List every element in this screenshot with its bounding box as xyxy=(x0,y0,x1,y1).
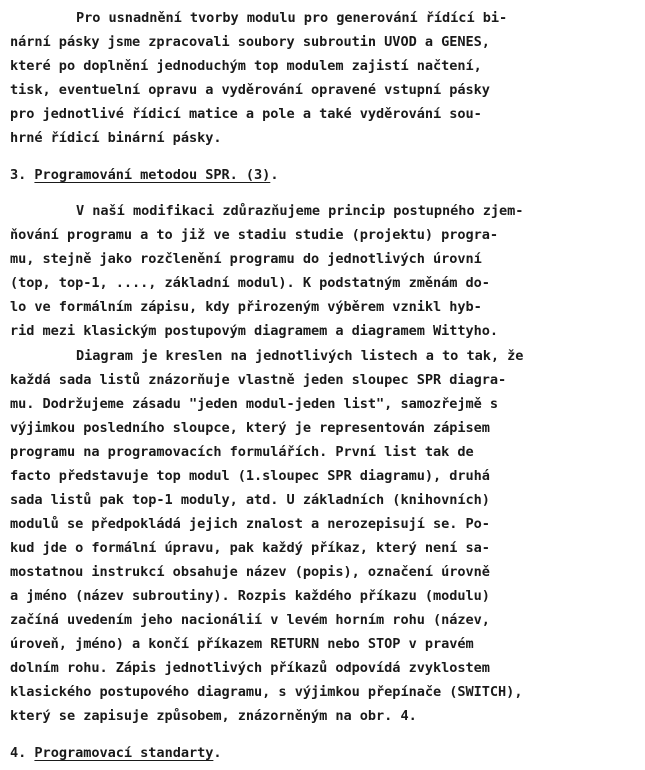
paragraph3-line-15: klasického postupového diagramu, s výjimkou přepínače (SWITCH), xyxy=(10,684,523,700)
paragraph3-line-9: kud jde o formální úpravu, pak každý příkaz, který není sa- xyxy=(10,540,490,556)
paragraph2-line-5: lo ve formálním zápisu, kdy přirozeným výběrem vznikl hyb- xyxy=(10,299,482,315)
paragraph2-line-2: ňování programu a to již ve stadiu studie (projektu) progra- xyxy=(10,227,499,243)
section4-heading xyxy=(10,742,222,764)
section4-number: 4. xyxy=(10,745,27,761)
paragraph3-line-6: facto představuje top modul (1.sloupec SPR diagramu), druhá xyxy=(10,468,490,484)
paragraph3-line-8: modulů se předpokládá jejich znalost a nerozepisují se. Po- xyxy=(10,516,490,532)
paragraph3-line-16: který se zapisuje způsobem, znázorněným na obr. 4. xyxy=(10,708,417,724)
paragraph1-line-6: hrné řídicí binární pásky. xyxy=(10,130,222,146)
paragraph2-line-4: (top, top-1, ...., základní modul). K podstatným změnám do- xyxy=(10,275,490,291)
section3-title: Programování metodou SPR. (3) xyxy=(34,167,271,183)
paragraph3-line-2: každá sada listů znázorňuje vlastně jeden sloupec SPR diagra- xyxy=(10,372,507,388)
paragraph3-line-3: mu. Dodržujeme zásadu "jeden modul-jeden list", samozřejmě s xyxy=(10,396,499,412)
paragraph1-line-3: které po doplnění jednoduchým top modulem zajistí načtení, xyxy=(10,58,482,74)
paragraph3-line-12: začíná uvedením jeho nacionálií v levém horním rohu (název, xyxy=(10,612,490,628)
paragraph1-line-1: Pro usnadnění tvorby modulu pro generování řídící bi- xyxy=(76,10,508,26)
paragraph1-line-4: tisk, eventuelní opravu a vyděrování opravené vstupní pásky xyxy=(10,82,490,98)
paragraph2-line-1: V naší modifikaci zdůrazňujeme princip postupného zjem- xyxy=(76,203,524,219)
paragraph1-line-5: pro jednotlivé řídicí matice a pole a také vyděrování sou- xyxy=(10,106,482,122)
paragraph1-line-2: nární pásky jsme zpracovali soubory subroutin UVOD a GENES, xyxy=(10,34,490,50)
paragraph2-line-6: rid mezi klasickým postupovým diagramem a diagramem Wittyho. xyxy=(10,323,499,339)
paragraph3-line-1: Diagram je kreslen na jednotlivých listech a to tak, že xyxy=(76,348,524,364)
section4-title: Programovací standarty xyxy=(34,745,214,761)
paragraph2-line-3: mu, stejně jako rozčlenění programu do jednotlivých úrovní xyxy=(10,251,482,267)
paragraph3-line-10: mostatnou instrukcí obsahuje název (popis), označení úrovně xyxy=(10,564,490,580)
section3-heading xyxy=(10,164,278,186)
paragraph3-line-5: programu na programovacích formulářích. První list tak de xyxy=(10,444,474,460)
paragraph3-line-4: výjimkou posledního sloupce, který je representován zápisem xyxy=(10,420,490,436)
section3-number: 3. xyxy=(10,167,27,183)
section4-end: . xyxy=(213,745,222,761)
paragraph3-line-14: dolním rohu. Zápis jednotlivých příkazů odpovídá zvyklostem xyxy=(10,660,490,676)
section3-end: . xyxy=(270,167,279,183)
paragraph3-line-13: úroveň, jméno) a končí příkazem RETURN nebo STOP v pravém xyxy=(10,636,474,652)
paragraph3-line-11: a jméno (název subroutiny). Rozpis každého příkazu (modulu) xyxy=(10,588,490,604)
paragraph3-line-7: sada listů pak top-1 moduly, atd. U základních (knihovních) xyxy=(10,492,490,508)
